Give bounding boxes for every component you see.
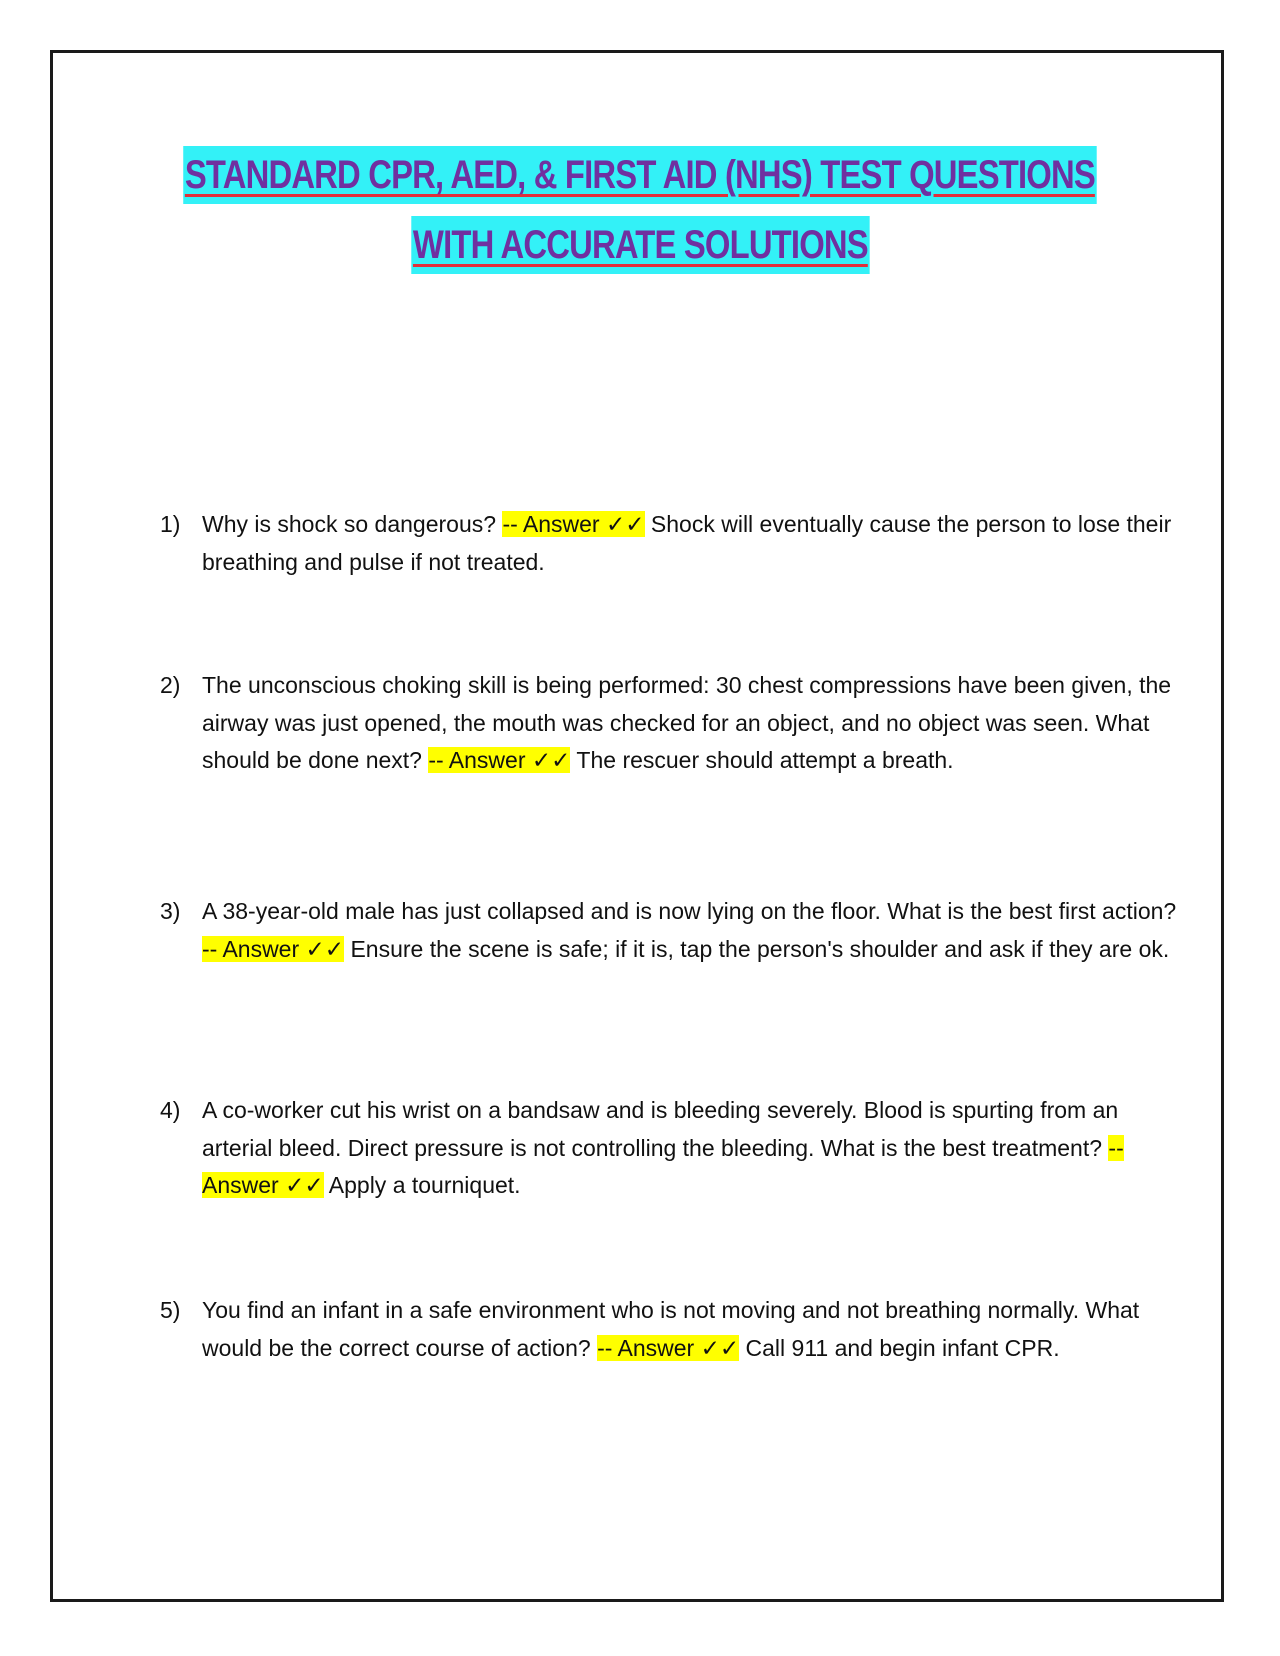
answer-text: The rescuer should attempt a breath. bbox=[576, 747, 954, 773]
document-title bbox=[80, 146, 1200, 286]
question-item-2 bbox=[160, 667, 1182, 780]
question-text: A 38-year-old male has just collapsed and is now lying on the floor. What is the best first action? bbox=[202, 898, 1177, 924]
question-number: 4) bbox=[160, 1097, 181, 1123]
question-item-5 bbox=[160, 1292, 1182, 1367]
question-number: 3) bbox=[160, 898, 181, 924]
answer-text: Apply a tourniquet. bbox=[328, 1172, 521, 1198]
question-text: You find an infant in a safe environment who is not moving and not breathing normally. What would be the correct course of action? bbox=[202, 1297, 1140, 1361]
title-line-1: STANDARD CPR, AED, & FIRST AID (NHS) TEST QUESTIONS bbox=[183, 146, 1096, 204]
answer-text: Call 911 and begin infant CPR. bbox=[745, 1334, 1060, 1361]
question-text: Why is shock so dangerous? bbox=[202, 511, 497, 537]
question-text: A co-worker cut his wrist on a bandsaw and is bleeding severely. Blood is spurting from an arterial bleed. Direct pressure is not controlling the bleeding. What is the best treatment? bbox=[202, 1097, 1119, 1161]
title-line-2: WITH ACCURATE SOLUTIONS bbox=[411, 216, 869, 274]
question-number: 2) bbox=[160, 672, 181, 698]
answer-marker: -- Answer ✓✓ bbox=[597, 1334, 740, 1361]
question-item-3 bbox=[160, 893, 1182, 968]
question-item-1 bbox=[160, 506, 1182, 581]
answer-marker: -- Answer ✓✓ bbox=[502, 511, 645, 537]
question-text: The unconscious choking skill is being performed: 30 chest compressions have been given, the airway was just opened, the mouth was checked for an object, and no object was seen. What should be done next? bbox=[202, 672, 1172, 773]
question-item-4 bbox=[160, 1092, 1182, 1205]
answer-marker: -- Answer ✓✓ bbox=[202, 935, 345, 962]
answer-text: Ensure the scene is safe; if it is, tap the person's shoulder and ask if they are ok. bbox=[350, 935, 1170, 962]
question-number: 5) bbox=[160, 1297, 181, 1323]
question-number: 1) bbox=[160, 511, 181, 537]
answer-marker: -- Answer ✓✓ bbox=[202, 1134, 1124, 1198]
answer-text: Shock will eventually cause the person to lose their breathing and pulse if not treated. bbox=[202, 511, 1172, 575]
answer-marker: -- Answer ✓✓ bbox=[428, 747, 571, 773]
